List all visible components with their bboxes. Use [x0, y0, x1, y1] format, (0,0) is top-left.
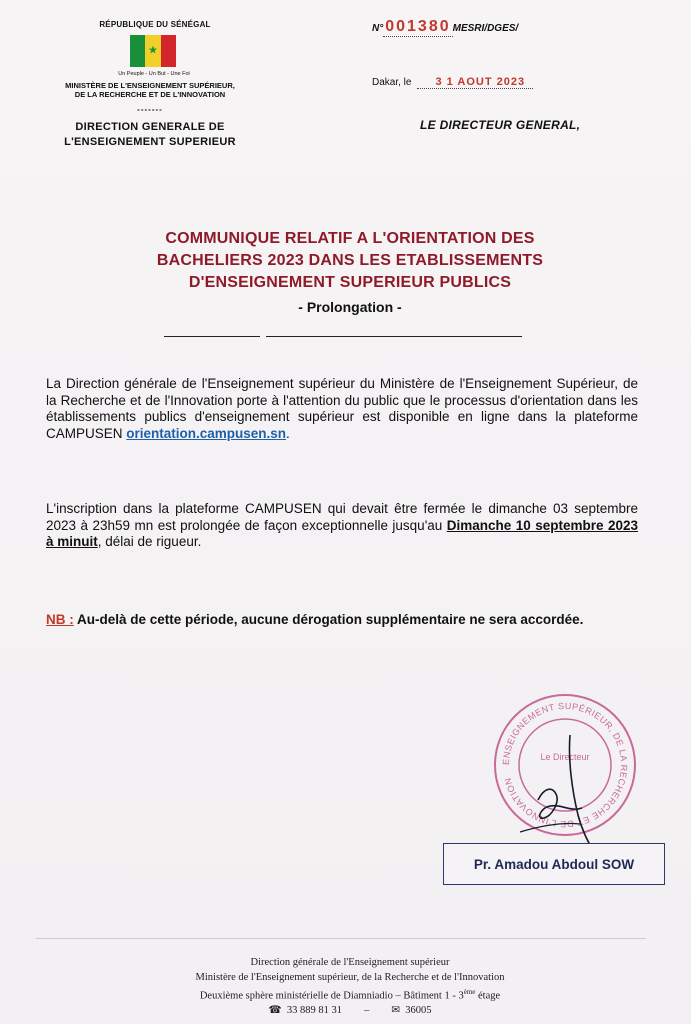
- title-underline-left: [164, 336, 260, 337]
- communique-title: COMMUNIQUE RELATIF A L'ORIENTATION DES BACHELIERS 2023 DANS LES ETABLISSEMENTS D'ENSEIGNEMENT SUPERIEUR PUBLICS: [156, 230, 544, 291]
- mailbox-icon: ✉: [391, 1005, 401, 1016]
- po-box: 36005: [405, 1005, 432, 1016]
- place-date: Dakar, le 3 1 AOUT 2023: [372, 76, 672, 89]
- footer: Direction générale de l'Enseignement supérieur Ministère de l'Enseignement supérieur, de la Recherche et de l'Innovation Deuxième sphère ministérielle de Diamniadio – Bâtiment 1 - 3ème étage ☎ 33 889 81 31 – ✉ 36005: [60, 956, 640, 1019]
- stamp-ring-text: ENSEIGNEMENT SUPÉRIEUR, DE LA RECHERCHE ET DE L'INNOVATION: [500, 700, 630, 830]
- footer-divider: [36, 938, 646, 939]
- national-motto: Un Peuple - Un But - Une Foi: [118, 71, 190, 77]
- reference-block: [372, 14, 672, 132]
- footer-dash: –: [363, 1005, 370, 1016]
- stamp-center-text: Le Directeur: [540, 752, 590, 762]
- signature-icon: [500, 730, 610, 850]
- communique-subtitle: - Prolongation -: [298, 299, 402, 315]
- paragraph-1: La Direction générale de l'Enseignement supérieur du Ministère de l'Enseignement Supérieur, de la Recherche et de l'Innovation porte à l'attention du public que le processus d'orientation dans les établissements publics d'enseignement supérieur est disponible en ligne dans la plateforme CAMPUSEN orientation.campusen.sn.: [46, 376, 638, 441]
- phone-icon: ☎: [268, 1005, 282, 1016]
- signatory-name: Pr. Amadou Abdoul SOW: [443, 843, 665, 885]
- letterhead: [40, 20, 260, 150]
- date: 3 1 AOUT 2023: [417, 76, 533, 89]
- nota-bene: NB : Au-delà de cette période, aucune dérogation supplémentaire ne sera accordée.: [46, 612, 584, 627]
- republic-name: RÉPUBLIQUE DU SÉNÉGAL: [99, 20, 211, 29]
- phone-number: 33 889 81 31: [286, 1005, 342, 1016]
- title-underline-right: [266, 336, 522, 337]
- nb-label: NB :: [46, 612, 74, 627]
- direction-name: DIRECTION GENERALE DE L'ENSEIGNEMENT SUPERIEUR: [64, 121, 236, 148]
- ministry-name: MINISTÈRE DE L'ENSEIGNEMENT SUPÉRIEUR, DE LA RECHERCHE ET DE L'INNOVATION: [65, 81, 235, 99]
- paragraph-2: L'inscription dans la plateforme CAMPUSEN qui devait être fermée le dimanche 03 septembre 2023 à 23h59 mn est prolongée de façon exceptionnelle jusqu'au Dimanche 10 septembre 2023 à minuit, délai de rigueur.: [46, 501, 638, 549]
- separator: -------: [137, 105, 163, 114]
- reference-number: N° 001380 MESRI/DGES/: [372, 18, 519, 35]
- senegal-flag-icon: ★: [130, 35, 176, 67]
- signatory-title: LE DIRECTEUR GENERAL,: [420, 118, 581, 132]
- deadline-date: Dimanche 10 septembre 2023 à minuit: [46, 517, 638, 549]
- campusen-link[interactable]: orientation.campusen.sn: [126, 425, 287, 441]
